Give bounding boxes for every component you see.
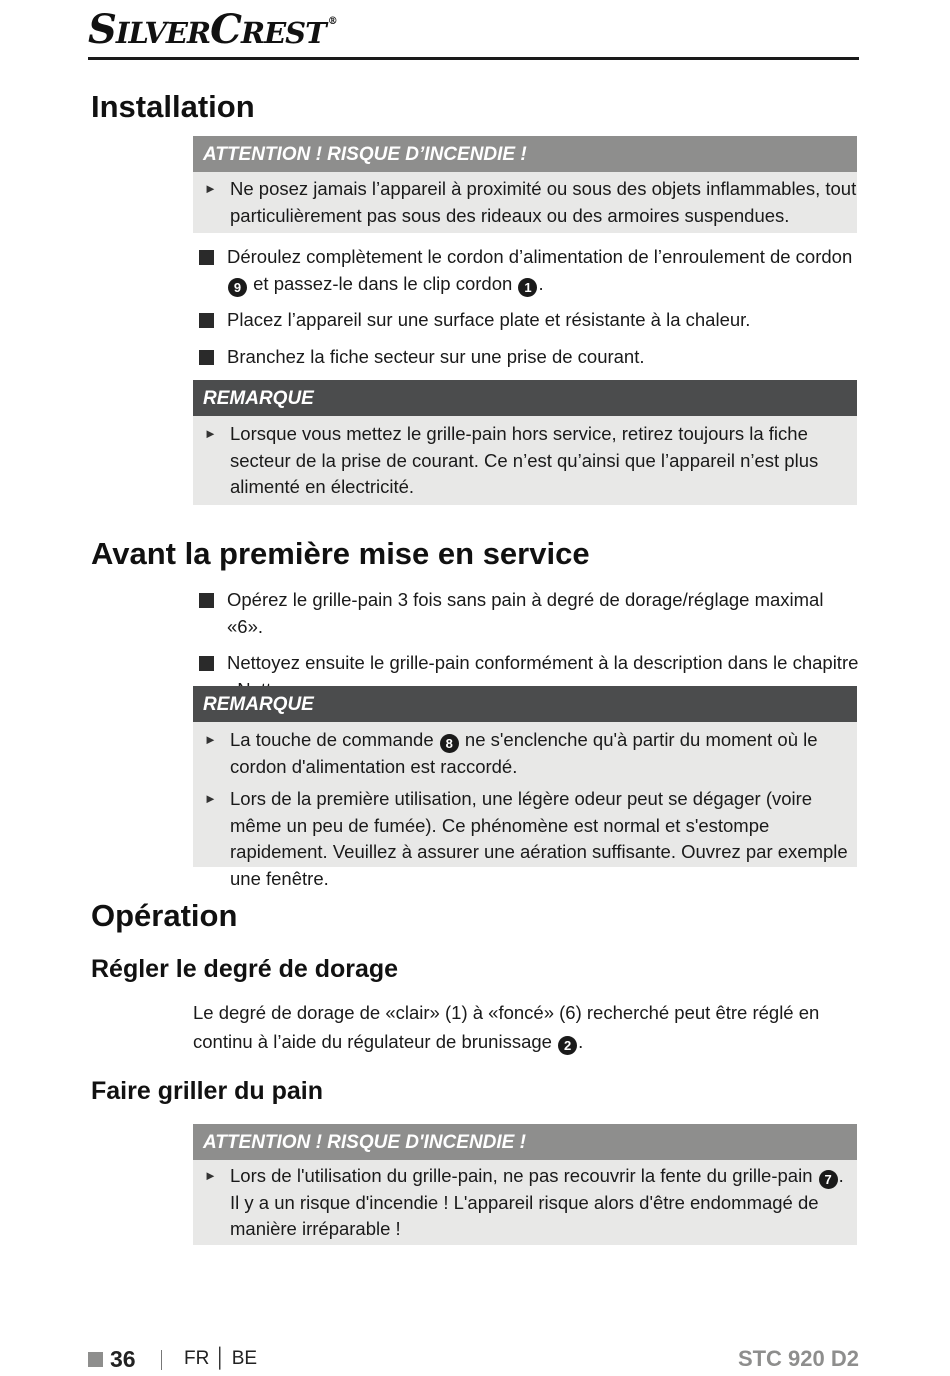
square-bullet-icon: [199, 350, 214, 365]
section-title-installation: Installation: [91, 89, 255, 124]
note-box-first-use: [193, 686, 857, 889]
list-item: Opérez le grille-pain 3 fois sans pain à degré de dorage/réglage maximal «6».: [199, 587, 864, 640]
warning-heading: ATTENTION ! RISQUE D’INCENDIE !: [193, 136, 857, 172]
square-bullet-icon: [199, 656, 214, 671]
brand-logo: SILVERCREST ®: [88, 6, 337, 53]
note-item: ► La touche de commande 8 ne s'enclenche qu'à partir du moment où le cordon d'alimentation est raccordé.: [204, 729, 818, 777]
warning-box-toasting: [193, 1124, 857, 1245]
list-item: Nettoyez ensuite le grille-pain conformément à la description dans le chapitre: [199, 650, 864, 703]
callout-number: 9: [228, 278, 247, 297]
language-code: FR │ BE: [184, 1348, 258, 1369]
warning-box-fire: [193, 136, 857, 233]
arrow-icon: ►: [204, 181, 217, 196]
section-title-operation: Opération: [91, 898, 238, 933]
divider: [161, 1350, 162, 1370]
page-number: 36: [110, 1346, 136, 1372]
page-footer: [88, 1346, 859, 1376]
subsection-title-browning: Régler le degré de dorage: [91, 955, 399, 983]
callout-number: 8: [440, 734, 459, 753]
callout-number: 1: [518, 278, 537, 297]
callout-number: 7: [819, 1170, 838, 1189]
arrow-icon: ►: [204, 426, 217, 441]
square-bullet-icon: [199, 593, 214, 608]
warning-item: ► Ne posez jamais l’appareil à proximité ou sous des objets inflammables, tout particulièrement pas sous des rideaux ou des armoires suspendues.: [204, 178, 857, 226]
callout-number: 2: [558, 1036, 577, 1055]
note-heading: REMARQUE: [193, 380, 857, 416]
arrow-icon: ►: [204, 791, 217, 806]
arrow-icon: ►: [204, 1168, 217, 1183]
installation-steps: [199, 244, 864, 380]
list-item: Branchez la fiche secteur sur une prise de courant.: [199, 344, 864, 371]
note-item: ► Lors de la première utilisation, une légère odeur peut se dégager (voire même un peu de fumée). Ce phénomène est normal et s'estompe rapidement. Veuillez à assurer une aération suffisante. Ouvrez par exemple une fenêtre.: [204, 788, 848, 889]
square-bullet-icon: [199, 250, 214, 265]
list-item: Déroulez complètement le cordon d’alimentation de l’enroulement de cordon 9 et passez-le dans le clip cordon 1 .: [199, 244, 864, 297]
list-item: Placez l’appareil sur une surface plate et résistante à la chaleur.: [199, 307, 864, 334]
model-number: STC 920 D2: [737, 1346, 859, 1371]
arrow-icon: ►: [204, 732, 217, 747]
warning-item: ► Lors de l'utilisation du grille-pain, ne pas recouvrir la fente du grille-pain 7 . Il y a un risque d'incendie ! L'appareil risque alors d'être endommagé de manière irréparable !: [204, 1165, 844, 1239]
section-title-first-use: Avant la première mise en service: [91, 536, 590, 571]
note-heading: REMARQUE: [193, 686, 857, 722]
warning-heading: ATTENTION ! RISQUE D'INCENDIE !: [193, 1124, 857, 1160]
header-rule: [88, 57, 859, 60]
browning-paragraph: Le degré de dorage de «clair» (1) à «foncé» (6) recherché peut être réglé en continu à l’aide du régulateur de brunissage 2 .: [193, 1002, 820, 1053]
note-box-installation: [193, 380, 857, 505]
subsection-title-toasting: Faire griller du pain: [91, 1077, 323, 1105]
note-item: ► Lorsque vous mettez le grille-pain hors service, retirez toujours la fiche secteur de la prise de courant. Ce n’est qu’ainsi que l’appareil n’est plus alimenté en électricité.: [204, 423, 819, 497]
square-marker-icon: [88, 1352, 103, 1367]
square-bullet-icon: [199, 313, 214, 328]
